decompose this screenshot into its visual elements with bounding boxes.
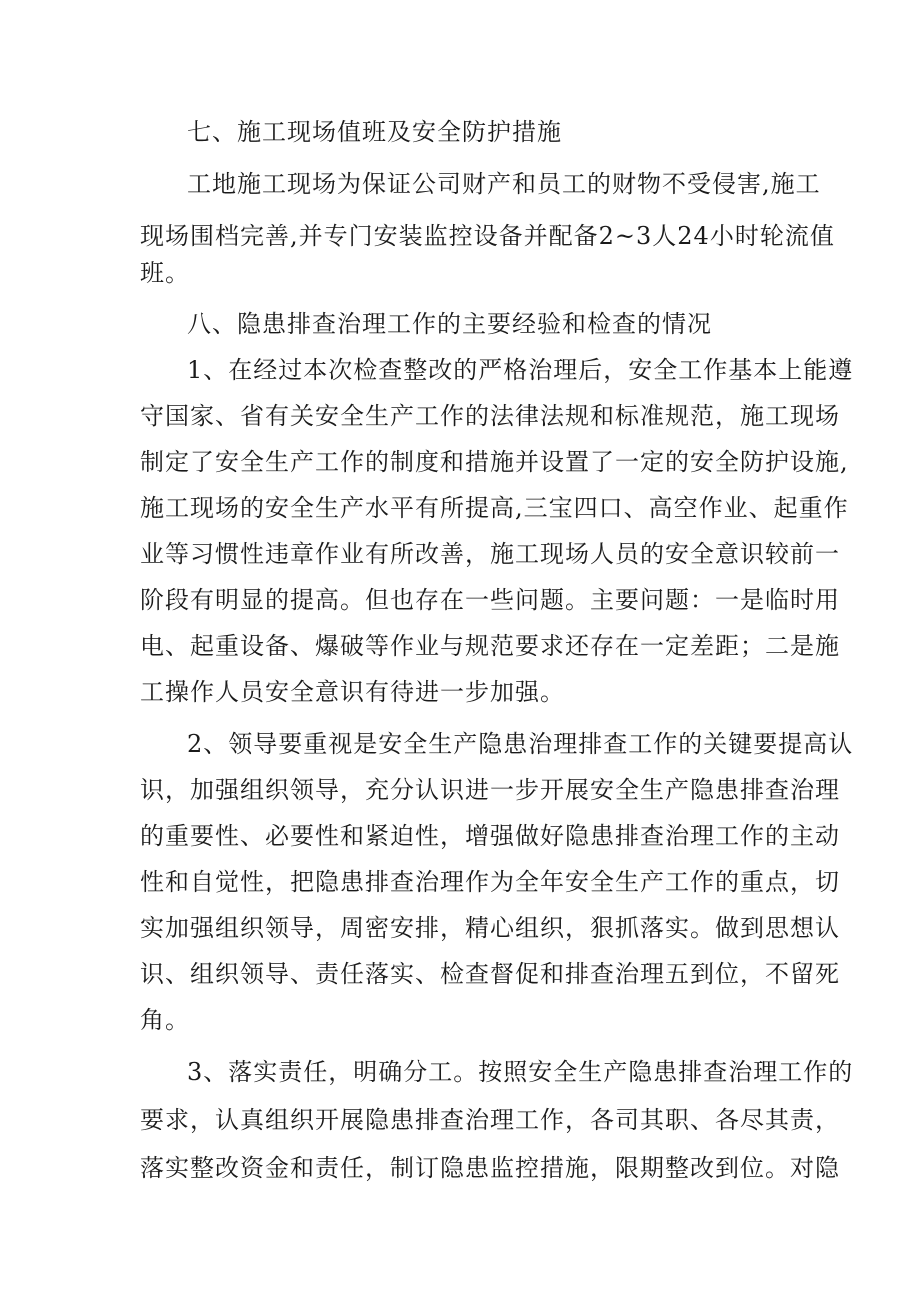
paragraph-line: 施工现场的安全生产水平有所提高,三宝四口、高空作业、起重作 — [140, 494, 849, 522]
paragraph-line: 角。 — [140, 1006, 190, 1034]
paragraph-line: 2、领导要重视是安全生产隐患治理排查工作的关键要提高认 — [187, 730, 854, 758]
paragraph-line: 3、落实责任，明确分工。按照安全生产隐患排查治理工作的 — [187, 1058, 854, 1086]
paragraph-line: 识，加强组织领导，充分认识进一步开展安全生产隐患排查治理 — [140, 776, 840, 804]
paragraph-line: 工操作人员安全意识有待进一步加强。 — [140, 678, 565, 706]
paragraph-line: 的重要性、必要性和紧迫性，增强做好隐患排查治理工作的主动 — [140, 822, 840, 850]
paragraph-line: 要求，认真组织开展隐患排查治理工作，各司其职、各尽其责， — [140, 1106, 840, 1134]
paragraph-line: 实加强组织领导，周密安排，精心组织，狠抓落实。做到思想认 — [140, 914, 840, 942]
paragraph-line: 1、在经过本次检查整改的严格治理后，安全工作基本上能遵 — [187, 356, 854, 384]
paragraph-line: 电、起重设备、爆破等作业与规范要求还存在一定差距；二是施 — [140, 632, 840, 660]
paragraph-line: 落实整改资金和责任，制订隐患监控措施，限期整改到位。对隐 — [140, 1154, 840, 1182]
paragraph-line: 工地施工现场为保证公司财产和员工的财物不受侵害,施工 — [187, 170, 821, 198]
section-heading-7: 七、施工现场值班及安全防护措施 — [187, 118, 562, 146]
paragraph-line: 业等习惯性违章作业有所改善，施工现场人员的安全意识较前一 — [140, 540, 840, 568]
section-heading-8: 八、隐患排查治理工作的主要经验和检查的情况 — [187, 310, 712, 338]
paragraph-line: 制定了安全生产工作的制度和措施并设置了一定的安全防护设施, — [140, 448, 849, 476]
paragraph-line: 性和自觉性，把隐患排查治理作为全年安全生产工作的重点，切 — [140, 868, 840, 896]
paragraph-line: 识、组织领导、责任落实、检查督促和排查治理五到位，不留死 — [140, 960, 840, 988]
paragraph-line: 现场围档完善,并专门安装监控设备并配备2~3人24小时轮流值 — [140, 222, 835, 250]
paragraph-line: 班。 — [140, 259, 190, 287]
paragraph-line: 阶段有明显的提高。但也存在一些问题。主要问题：一是临时用 — [140, 586, 840, 614]
paragraph-line: 守国家、省有关安全生产工作的法律法规和标准规范，施工现场 — [140, 402, 840, 430]
